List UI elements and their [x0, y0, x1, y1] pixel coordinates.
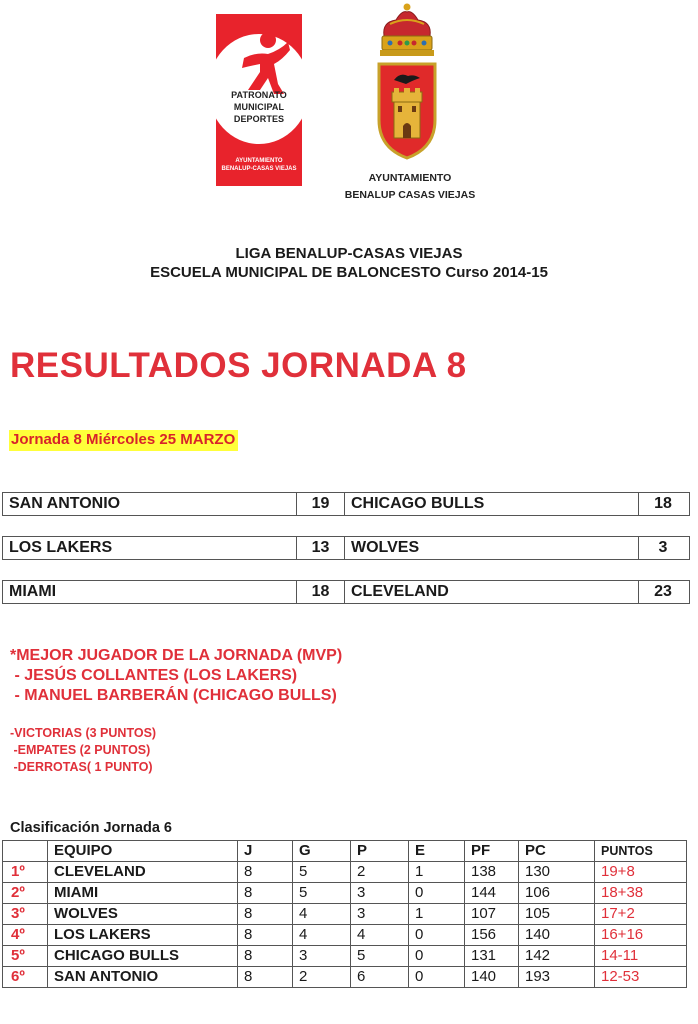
jornada-date: Jornada 8 Miércoles 25 MARZO — [9, 430, 238, 451]
page-title: RESULTADOS JORNADA 8 — [10, 346, 467, 385]
points-against: 106 — [519, 883, 595, 904]
home-score: 19 — [297, 493, 345, 515]
points-for: 107 — [465, 904, 519, 925]
games-played: 8 — [238, 904, 293, 925]
away-team: CLEVELAND — [345, 581, 639, 603]
away-score: 23 — [654, 583, 672, 600]
patronato-line-3: DEPORTES — [233, 114, 285, 124]
games-lost: 2 — [351, 862, 409, 883]
games-played: 8 — [238, 925, 293, 946]
games-won: 3 — [293, 946, 351, 967]
home-team: SAN ANTONIO — [3, 493, 297, 515]
position: 1º — [3, 862, 48, 883]
team-name: CHICAGO BULLS — [48, 946, 238, 967]
header-pf: PF — [465, 841, 519, 862]
games-lost: 3 — [351, 904, 409, 925]
games-lost: 5 — [351, 946, 409, 967]
team-name: MIAMI — [48, 883, 238, 904]
position: 4º — [3, 925, 48, 946]
patronato-footer-2: BENALUP-CASAS VIEJAS — [221, 166, 297, 172]
total-points: 19+8 — [595, 862, 687, 883]
total-points: 12-53 — [595, 967, 687, 988]
games-played: 8 — [238, 946, 293, 967]
points-for: 138 — [465, 862, 519, 883]
table-row — [3, 946, 687, 967]
table-row — [3, 904, 687, 925]
games-played: 8 — [238, 862, 293, 883]
games-won: 4 — [293, 925, 351, 946]
points-against: 142 — [519, 946, 595, 967]
league-title: LIGA BENALUP-CASAS VIEJAS — [235, 245, 463, 262]
team-name: LOS LAKERS — [48, 925, 238, 946]
table-row — [3, 967, 687, 988]
games-lost: 6 — [351, 967, 409, 988]
total-points: 18+38 — [595, 883, 687, 904]
games-tied: 0 — [409, 883, 465, 904]
games-lost: 4 — [351, 925, 409, 946]
total-points: 17+2 — [595, 904, 687, 925]
home-score: 18 — [297, 581, 345, 603]
total-points: 16+16 — [595, 925, 687, 946]
total-points: 14-11 — [595, 946, 687, 967]
games-won: 5 — [293, 883, 351, 904]
games-lost: 3 — [351, 883, 409, 904]
games-played: 8 — [238, 967, 293, 988]
header-p: P — [351, 841, 409, 862]
municipal-shield-icon — [376, 2, 438, 162]
points-for: 131 — [465, 946, 519, 967]
home-score: 13 — [297, 537, 345, 559]
position: 6º — [3, 967, 48, 988]
home-team: LOS LAKERS — [3, 537, 297, 559]
result-row — [2, 492, 690, 516]
games-tied: 0 — [409, 946, 465, 967]
games-won: 5 — [293, 862, 351, 883]
standings-header-row — [3, 841, 687, 862]
patronato-figure-icon — [238, 28, 290, 98]
mvp-player: - JESÚS COLLANTES (LOS LAKERS) — [10, 667, 298, 684]
header-pos — [3, 841, 48, 862]
position: 5º — [3, 946, 48, 967]
points-for: 140 — [465, 967, 519, 988]
table-row — [3, 925, 687, 946]
patronato-line-1: PATRONATO — [231, 90, 287, 100]
points-rule-draws: -EMPATES (2 PUNTOS) — [10, 743, 151, 757]
table-row — [3, 883, 687, 904]
games-played: 8 — [238, 883, 293, 904]
away-score: 3 — [658, 539, 668, 556]
header-j: J — [238, 841, 293, 862]
result-row — [2, 536, 690, 560]
header-puntos: PUNTOS — [595, 841, 687, 862]
table-row — [3, 862, 687, 883]
points-against: 130 — [519, 862, 595, 883]
games-tied: 1 — [409, 862, 465, 883]
patronato-logo — [216, 14, 302, 186]
points-against: 105 — [519, 904, 595, 925]
points-rule-wins: -VICTORIAS (3 PUNTOS) — [10, 726, 157, 740]
points-for: 156 — [465, 925, 519, 946]
header-g: G — [293, 841, 351, 862]
shield-caption-2: BENALUP CASAS VIEJAS — [344, 189, 476, 201]
games-tied: 1 — [409, 904, 465, 925]
away-team: CHICAGO BULLS — [345, 493, 639, 515]
header-equipo: EQUIPO — [48, 841, 238, 862]
team-name: CLEVELAND — [48, 862, 238, 883]
position: 2º — [3, 883, 48, 904]
games-tied: 0 — [409, 925, 465, 946]
header-pc: PC — [519, 841, 595, 862]
home-team: MIAMI — [3, 581, 297, 603]
games-tied: 0 — [409, 967, 465, 988]
points-for: 144 — [465, 883, 519, 904]
standings-title: Clasificación Jornada 6 — [10, 820, 172, 836]
patronato-footer-1: AYUNTAMIENTO — [235, 158, 283, 164]
school-course-title: ESCUELA MUNICIPAL DE BALONCESTO Curso 2014-15 — [150, 264, 548, 281]
games-won: 4 — [293, 904, 351, 925]
result-row — [2, 580, 690, 604]
team-name: SAN ANTONIO — [48, 967, 238, 988]
points-against: 140 — [519, 925, 595, 946]
header-e: E — [409, 841, 465, 862]
patronato-line-2: MUNICIPAL — [233, 102, 285, 112]
points-against: 193 — [519, 967, 595, 988]
away-team: WOLVES — [345, 537, 639, 559]
mvp-player: - MANUEL BARBERÁN (CHICAGO BULLS) — [10, 687, 337, 704]
away-score: 18 — [654, 495, 672, 512]
shield-caption-1: AYUNTAMIENTO — [368, 172, 452, 184]
team-name: WOLVES — [48, 904, 238, 925]
points-rule-losses: -DERROTAS( 1 PUNTO) — [10, 760, 153, 774]
position: 3º — [3, 904, 48, 925]
games-won: 2 — [293, 967, 351, 988]
mvp-title: *MEJOR JUGADOR DE LA JORNADA (MVP) — [10, 647, 343, 664]
standings-table — [2, 840, 687, 988]
